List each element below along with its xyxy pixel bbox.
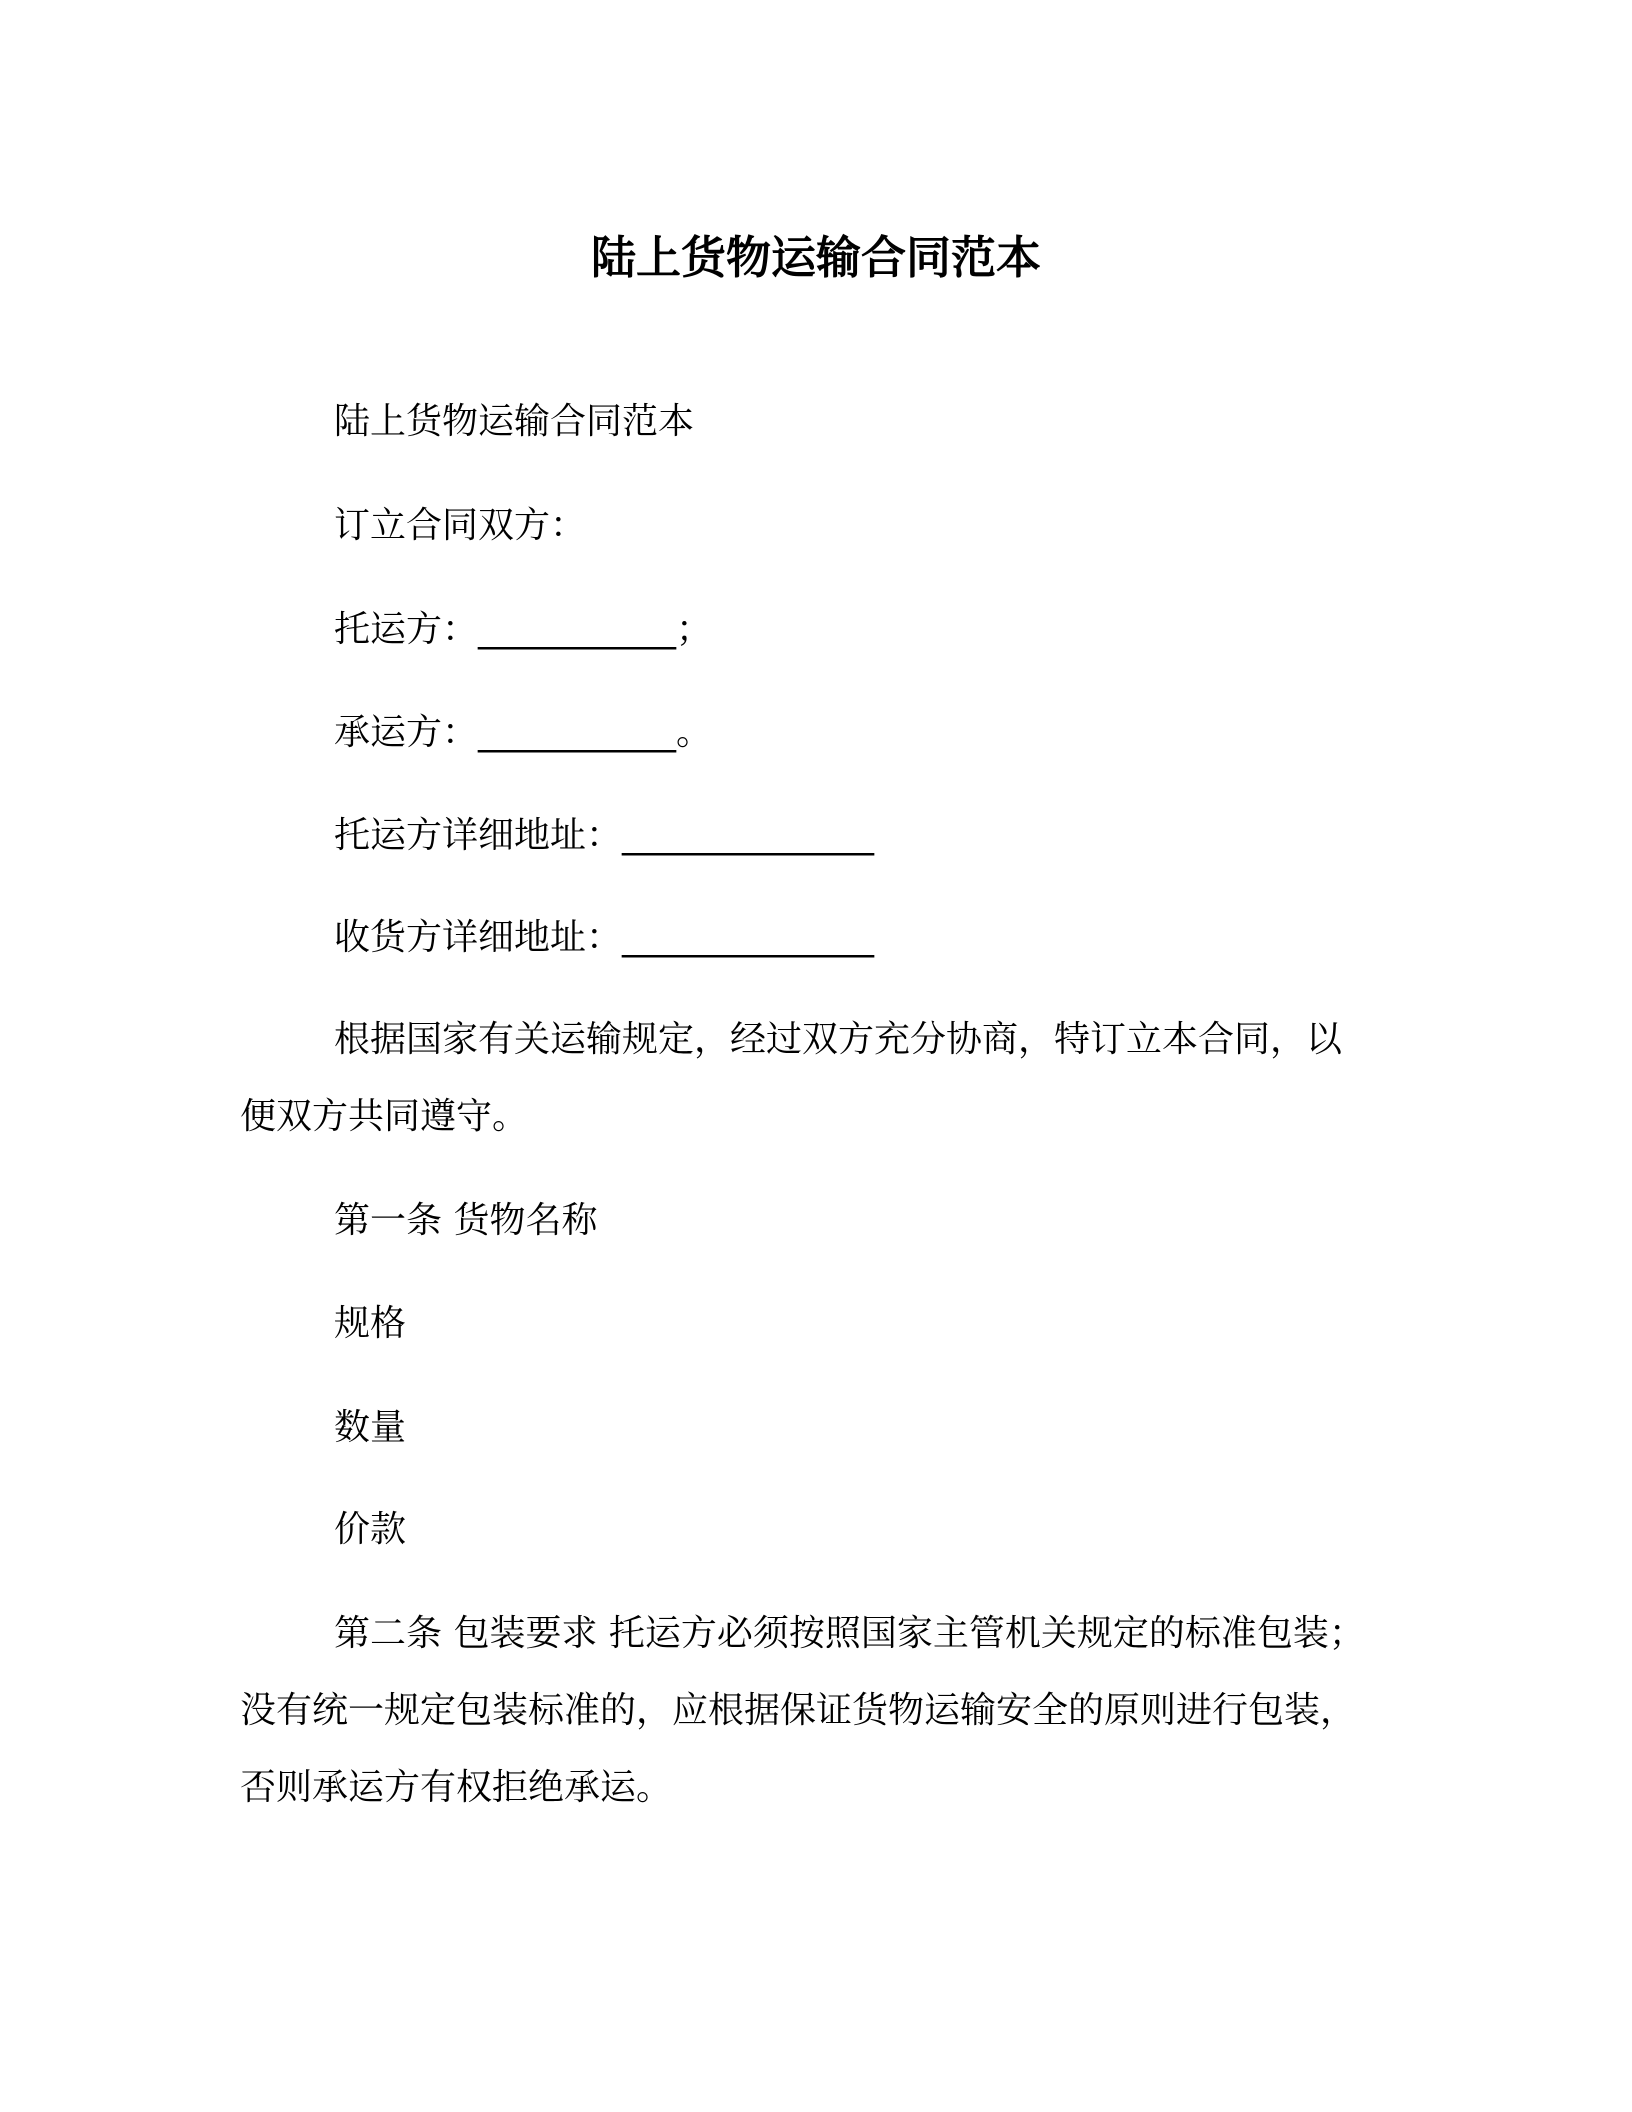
article-1-heading: 第一条 货物名称 [334, 1200, 598, 1241]
article-2-line-2: 没有统一规定包装标准的，应根据保证货物运输安全的原则进行包装， [240, 1690, 1357, 1731]
article-2-line-3: 否则承运方有权拒绝承运。 [240, 1767, 673, 1808]
subtitle-line: 陆上货物运输合同范本 [334, 401, 695, 442]
preamble-line-2: 便双方共同遵守。 [240, 1096, 529, 1137]
article-1-price: 价款 [334, 1509, 407, 1550]
article-2-line-1: 第二条 包装要求 托运方必须按照国家主管机关规定的标准包装； [334, 1613, 1365, 1654]
shipper-line: 托运方：___________； [334, 609, 713, 650]
carrier-line: 承运方：___________。 [334, 712, 713, 753]
consignee-address-line: 收货方详细地址：______________ [334, 917, 875, 958]
article-1-spec: 规格 [334, 1303, 407, 1344]
shipper-address-line: 托运方详细地址：______________ [334, 815, 875, 856]
article-1-quantity: 数量 [334, 1407, 407, 1448]
document-title: 陆上货物运输合同范本 [590, 231, 1041, 284]
preamble-line-1: 根据国家有关运输规定，经过双方充分协商，特订立本合同，以 [334, 1019, 1343, 1060]
parties-heading: 订立合同双方： [334, 505, 587, 546]
